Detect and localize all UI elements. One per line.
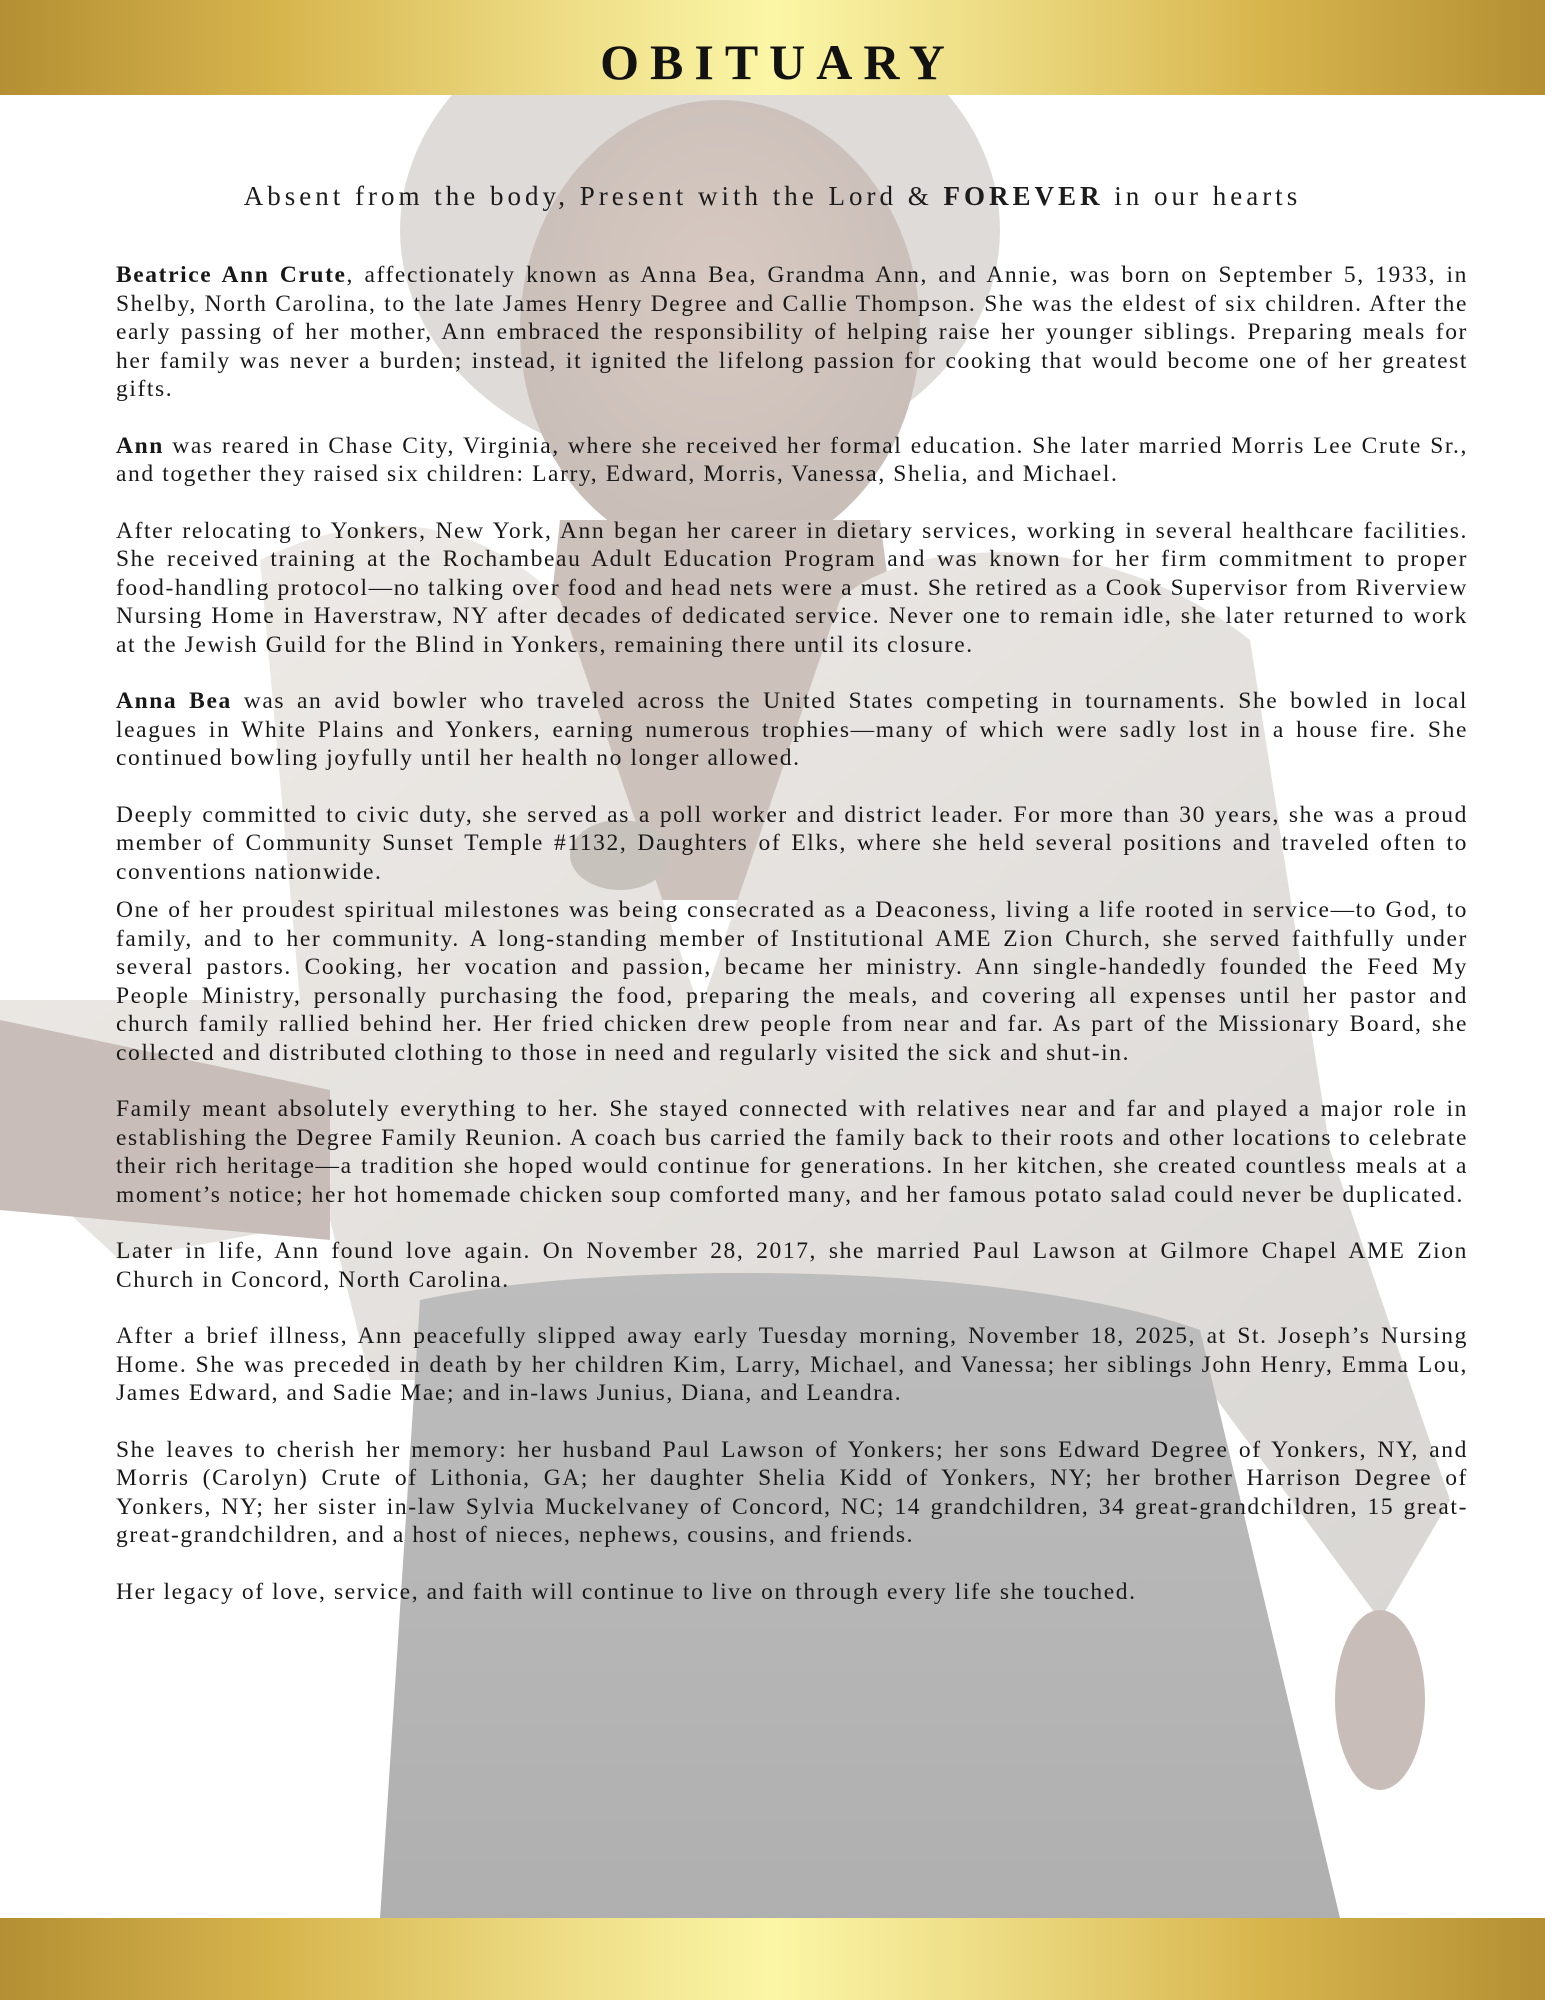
paragraph-text: Later in life, Ann found love again. On November 28, 2017, she married Paul Lawson at Gilmore Chapel AME Zion Church in Concord, North Carolina. — [116, 1238, 1468, 1293]
paragraph-birth — [116, 261, 1468, 404]
obituary-body — [116, 261, 1468, 1634]
paragraph-text: was an avid bowler who traveled across the United States competing in tournaments. She bowled in local leagues in White Plains and Yonkers, earning numerous trophies—many of which were sadly lost in a house fire. She continued bowling joyfully until her health no longer allowed. — [116, 688, 1469, 771]
paragraph-bowling — [116, 687, 1468, 773]
paragraph-lead: Beatrice Ann Crute — [116, 262, 347, 288]
page-title: OBITUARY — [600, 34, 956, 90]
paragraph-lead: Ann — [116, 432, 164, 459]
tagline-suffix: in our hearts — [1103, 181, 1302, 211]
paragraph-text: Family meant absolutely everything to her. She stayed connected with relatives near and far and played a major role in establishing the Degree Family Reunion. A coach bus carried the family back to their roots and other locations to celebrate their rich heritage—a tradition she hoped would continue for generations. In her kitchen, she created countless meals at a moment’s notice; her hot homemade chicken soup comforted many, and her famous potato salad could never be duplicated. — [116, 1096, 1468, 1208]
paragraph-text: Her legacy of love, service, and faith will continue to live on through every life she touched. — [116, 1578, 1137, 1605]
bottom-gold-band — [0, 1918, 1545, 2000]
paragraph-text: After a brief illness, Ann peacefully slipped away early Tuesday morning, November 18, 2025, at St. Joseph’s Nursing Home. She was preceded in death by her children Kim, Larry, Michael, and Vanessa; her siblings John Henry, Emma Lou, James Edward, and Sadie Mae; and in-laws Junius, Diana, and Leandra. — [116, 1323, 1468, 1406]
paragraph-text: After relocating to Yonkers, New York, Ann began her career in dietary services, working in several healthcare facilities. She received training at the Rochambeau Adult Education Program and was known for her firm commitment to proper food-handling protocol—no talking over food and head nets were a must. She retired as a Cook Supervisor from Riverview Nursing Home in Haverstraw, NY after decades of dedicated service. Never one to remain idle, she later returned to work at the Jewish Guild for the Blind in Yonkers, remaining there until its closure. — [116, 517, 1468, 658]
paragraph-passing — [116, 1322, 1468, 1408]
tagline-prefix: Absent from the body, Present with the Lord & — [243, 181, 944, 211]
tagline-emphasis: FOREVER — [943, 181, 1104, 211]
tagline — [0, 178, 1545, 214]
paragraph-marriage — [116, 432, 1468, 489]
paragraph-legacy — [116, 1578, 1468, 1607]
paragraph-lead: Anna Bea — [116, 688, 232, 714]
paragraph-text: Deeply committed to civic duty, she served as a poll worker and district leader. For more than 30 years, she was a proud member of Community Sunset Temple #1132, Daughters of Elks, where she held several positions and traveled often to conventions nationwide. — [116, 801, 1468, 885]
paragraph-survivors — [116, 1436, 1468, 1550]
paragraph-text: She leaves to cherish her memory: her husband Paul Lawson of Yonkers; her sons Edward Degree of Yonkers, NY, and Morris (Carolyn) Crute of Lithonia, GA; her daughter Shelia Kidd of Yonkers, NY; her brother Harrison Degree of Yonkers, NY; her sister in-law Sylvia Muckelvaney of Concord, NC; 14 grandchildren, 34 great-grandchildren, 15 great-great-grandchildren, and a host of nieces, nephews, cousins, and friends. — [116, 1436, 1468, 1548]
paragraph-civic — [116, 801, 1468, 887]
paragraph-text: One of her proudest spiritual milestones was being consecrated as a Deaconess, living a life rooted in service—to God, to family, and to her community. A long-standing member of Institutional AME Zion Church, she served faithfully under several pastors. Cooking, her vocation and passion, became her ministry. Ann single-handedly founded the Feed My People Ministry, personally purchasing the food, preparing the meals, and covering all expenses until her pastor and church family rallied behind her. Her fried chicken drew people from near and far. As part of the Missionary Board, she collected and distributed clothing to those in need and regularly visited the sick and shut-in. — [116, 897, 1468, 1066]
paragraph-remarriage — [116, 1237, 1468, 1294]
paragraph-family — [116, 1095, 1468, 1209]
paragraph-career — [116, 517, 1468, 660]
paragraph-text: , affectionately known as Anna Bea, Grandma Ann, and Annie, was born on September 5, 1933, in Shelby, North Carolina, to the late James Henry Degree and Callie Thompson. She was the eldest of six children. After the early passing of her mother, Ann embraced the responsibility of helping raise her younger siblings. Preparing meals for her family was never a burden; instead, it ignited the lifelong passion for cooking that would become one of her greatest gifts. — [116, 262, 1468, 402]
paragraph-text: was reared in Chase City, Virginia, where she received her formal education. She later married Morris Lee Crute Sr., and together they raised six children: Larry, Edward, Morris, Vanessa, Shelia, and Michael. — [116, 432, 1468, 487]
paragraph-faith — [116, 896, 1468, 1067]
